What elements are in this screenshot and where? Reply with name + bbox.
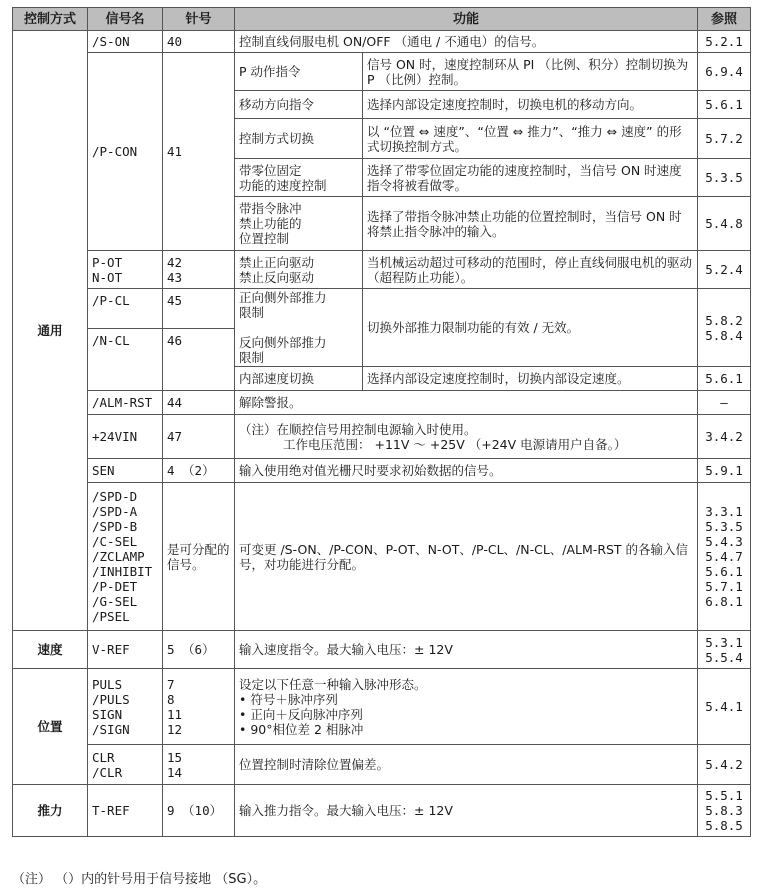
sub-function-name: P 动作指令 <box>235 53 363 91</box>
sub-function-name: 移动方向指令 <box>235 91 363 119</box>
signal-cell: /P-CON <box>88 53 163 251</box>
function-cell: 设定以下任意一种输入脉冲形态。 • 符号＋脉冲序列 • 正向＋反向脉冲序列 • 90°相位差 2 相脉冲 <box>235 669 698 745</box>
pin-cell: 42 43 <box>163 251 235 289</box>
pin-cell: 7 8 11 12 <box>163 669 235 745</box>
signal-cell: /N-CL <box>88 329 163 391</box>
table-row <box>13 631 751 669</box>
sub-function-name: 内部速度切换 <box>235 367 363 391</box>
function-cell: 输入速度指令。最大输入电压：± 12V <box>235 631 698 669</box>
pin-cell: 40 <box>163 31 235 53</box>
function-cell: 解除警报。 <box>235 391 698 415</box>
table-row <box>13 391 751 415</box>
signal-cell: SEN <box>88 459 163 483</box>
ref-cell: 5.4.8 <box>698 197 751 251</box>
header-signal: 信号名 <box>88 8 163 31</box>
sub-function-desc: 当机械运动超过可移动的范围时，停止直线伺服电机的驱动 （超程防止功能）。 <box>363 251 698 289</box>
function-cell: 可变更 /S-ON、/P-CON、P-OT、N-OT、/P-CL、/N-CL、/ALM-RST 的各输入信号，对功能进行分配。 <box>235 483 698 631</box>
ref-cell: 3.3.1 5.3.5 5.4.3 5.4.7 5.6.1 5.7.1 6.8.1 <box>698 483 751 631</box>
sub-function-desc: 选择内部设定速度控制时，切换电机的移动方向。 <box>363 91 698 119</box>
pin-cell: 4 （2） <box>163 459 235 483</box>
sub-function-desc: 以 “位置 ⇔ 速度”、“位置 ⇔ 推力”、“推力 ⇔ 速度” 的形式切换控制方式。 <box>363 119 698 159</box>
ref-cell: 3.4.2 <box>698 415 751 459</box>
table-row <box>13 669 751 745</box>
signal-table <box>12 7 751 837</box>
table-row <box>13 53 751 91</box>
mode-position: 位置 <box>13 669 88 785</box>
header-pin: 针号 <box>163 8 235 31</box>
pin-cell: 45 <box>163 289 235 329</box>
signal-cell: +24VIN <box>88 415 163 459</box>
ref-cell: 5.2.4 <box>698 251 751 289</box>
ref-cell: 5.2.1 <box>698 31 751 53</box>
sub-function-desc: 信号 ON 时，速度控制环从 PI （比例、积分）控制切换为 P （比例）控制。 <box>363 53 698 91</box>
footnote: （注） （）内的针号用于信号接地 （SG）。 <box>12 872 267 887</box>
signal-cell: /SPD-D /SPD-A /SPD-B /C-SEL /ZCLAMP /INHIBIT /P-DET /G-SEL /PSEL <box>88 483 163 631</box>
ref-cell: 5.5.1 5.8.3 5.8.5 <box>698 785 751 837</box>
pin-cell: 是可分配的信号。 <box>163 483 235 631</box>
function-cell: 控制直线伺服电机 ON/OFF （通电 / 不通电）的信号。 <box>235 31 698 53</box>
table-row <box>13 251 751 289</box>
pin-cell: 9 （10） <box>163 785 235 837</box>
pin-cell: 44 <box>163 391 235 415</box>
signal-cell: P-OT N-OT <box>88 251 163 289</box>
header-row <box>13 8 751 31</box>
ref-cell: 5.9.1 <box>698 459 751 483</box>
signal-cell: T-REF <box>88 785 163 837</box>
ref-cell: 5.6.1 <box>698 367 751 391</box>
function-cell: 输入使用绝对值光栅尺时要求初始数据的信号。 <box>235 459 698 483</box>
pin-cell: 5 （6） <box>163 631 235 669</box>
ref-cell: 5.7.2 <box>698 119 751 159</box>
sub-function-name: 带零位固定 功能的速度控制 <box>235 159 363 197</box>
ref-cell: 5.8.2 5.8.4 <box>698 289 751 367</box>
table-row <box>13 415 751 459</box>
ref-cell: 5.4.2 <box>698 745 751 785</box>
mode-speed: 速度 <box>13 631 88 669</box>
signal-cell: V-REF <box>88 631 163 669</box>
function-cell <box>235 415 698 459</box>
table-row <box>13 289 751 329</box>
sub-function-name: 带指令脉冲 禁止功能的 位置控制 <box>235 197 363 251</box>
mode-thrust: 推力 <box>13 785 88 837</box>
sub-function-name: 控制方式切换 <box>235 119 363 159</box>
mode-general: 通用 <box>13 31 88 631</box>
sub-function-desc: 切换外部推力限制功能的有效 / 无效。 <box>363 289 698 367</box>
signal-cell: CLR /CLR <box>88 745 163 785</box>
pin-cell: 47 <box>163 415 235 459</box>
signal-cell: PULS /PULS SIGN /SIGN <box>88 669 163 745</box>
pin-cell: 41 <box>163 53 235 251</box>
pin-cell: 15 14 <box>163 745 235 785</box>
table-row <box>13 785 751 837</box>
table-row <box>13 459 751 483</box>
signal-cell: /S-ON <box>88 31 163 53</box>
header-ref: 参照 <box>698 8 751 31</box>
ref-cell: 5.6.1 <box>698 91 751 119</box>
sub-function-name: 禁止正向驱动 禁止反向驱动 <box>235 251 363 289</box>
function-cell: 输入推力指令。最大输入电压：± 12V <box>235 785 698 837</box>
sub-function-desc: 选择了带指令脉冲禁止功能的位置控制时，当信号 ON 时将禁止指令脉冲的输入。 <box>363 197 698 251</box>
pin-cell: 46 <box>163 329 235 391</box>
ref-cell: 5.3.1 5.5.4 <box>698 631 751 669</box>
ref-cell: 5.3.5 <box>698 159 751 197</box>
sub-function-desc: 选择了带零位固定功能的速度控制时，当信号 ON 时速度指令将被看做零。 <box>363 159 698 197</box>
ref-cell: — <box>698 391 751 415</box>
ref-cell: 6.9.4 <box>698 53 751 91</box>
signal-cell: /P-CL <box>88 289 163 329</box>
function-line: 工作电压范围： +11V ～ +25V （+24V 电源请用户自备。） <box>283 436 627 452</box>
table-row <box>13 483 751 631</box>
function-line: （注）在顺控信号用控制电源输入时使用。 <box>239 421 477 437</box>
sub-function-name: 正向侧外部推力 限制 反向侧外部推力 限制 <box>235 289 363 367</box>
header-function: 功能 <box>235 8 698 31</box>
signal-cell: /ALM-RST <box>88 391 163 415</box>
table-row <box>13 745 751 785</box>
ref-cell: 5.4.1 <box>698 669 751 745</box>
header-mode: 控制方式 <box>13 8 88 31</box>
function-cell: 位置控制时清除位置偏差。 <box>235 745 698 785</box>
sub-function-desc: 选择内部设定速度控制时，切换内部设定速度。 <box>363 367 698 391</box>
table-row <box>13 31 751 53</box>
